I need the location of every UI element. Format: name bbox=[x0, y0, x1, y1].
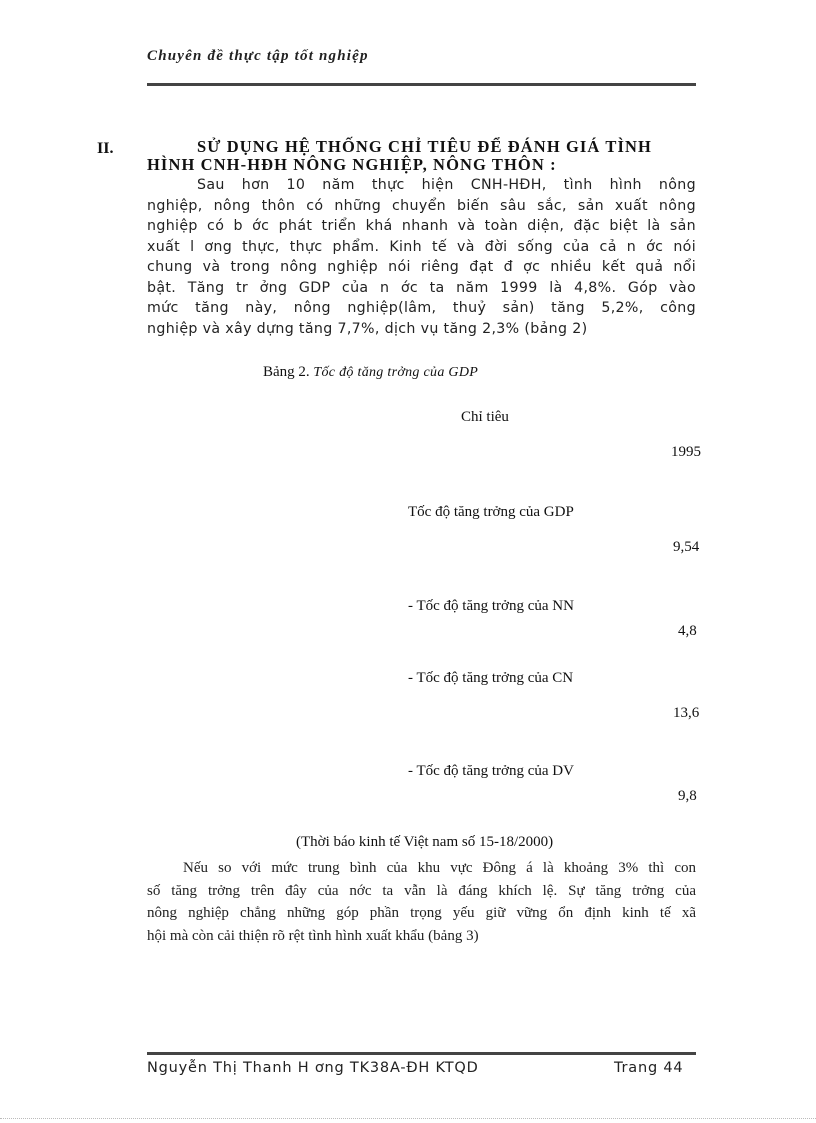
paragraph-line: Sau hơn 10 năm thực hiện CNH-HĐH, tình hình nông bbox=[197, 177, 696, 193]
section-title-line-1: SỬ DỤNG HỆ THỐNG CHỈ TIÊU ĐỂ ĐÁNH GIÁ TÌNH bbox=[197, 137, 652, 156]
paragraph-line: nghiệp và xây dựng tăng 7,7%, dịch vụ tăng 2,3% (bảng 2) bbox=[147, 320, 588, 337]
analysis-paragraph bbox=[147, 857, 696, 947]
table-caption-title: Tốc độ tăng trởng của GDP bbox=[313, 365, 479, 380]
paragraph-line: Nếu so với mức trung bình của khu vực Đông á là khoảng 3% thì con bbox=[183, 860, 696, 876]
table-source-note: (Thời báo kinh tế Việt nam số 15-18/2000) bbox=[296, 834, 554, 850]
section-number: II. bbox=[97, 140, 114, 157]
section-title-line-2: HÌNH CNH-HĐH NÔNG NGHIỆP, NÔNG THÔN : bbox=[147, 155, 557, 174]
intro-paragraph bbox=[147, 175, 696, 339]
table-row-label: - Tốc độ tăng trởng của CN bbox=[408, 670, 574, 686]
table-header-year: 1995 bbox=[671, 444, 701, 460]
table-row-value: 4,8 bbox=[678, 623, 697, 639]
paragraph-line: hội mà còn cải thiện rõ rệt tình hình xuất khẩu (bảng 3) bbox=[147, 927, 479, 944]
table-header-label: Chỉ tiêu bbox=[461, 409, 509, 425]
paragraph-line: mức tăng này, nông nghiệp(lâm, thuỷ sản) tăng 5,2%, công bbox=[147, 300, 696, 316]
paragraph-line: nông nghiệp chẳng những góp phần trọng yếu giữ vững ổn định kinh tế xã bbox=[147, 905, 696, 921]
page-edge-divider bbox=[0, 1118, 816, 1119]
paragraph-line: nghiệp, nông thôn có những chuyển biến sâu sắc, sản xuất nông bbox=[147, 197, 696, 214]
table-row-value: 9,8 bbox=[678, 788, 697, 804]
paragraph-line: xuất l ơng thực, thực phẩm. Kinh tế và đời sống của cả n ớc nói bbox=[147, 238, 696, 255]
table-row-value: 9,54 bbox=[673, 539, 700, 555]
paragraph-line: nghiệp có b ớc phát triển khá nhanh và toàn diện, đặc biệt là sản bbox=[147, 218, 696, 234]
table-caption bbox=[263, 364, 478, 381]
document-header-title: Chuyên đề thực tập tốt nghiệp bbox=[147, 48, 369, 64]
table-row-value: 13,6 bbox=[673, 705, 700, 721]
paragraph-line: bật. Tăng tr ởng GDP của n ớc ta năm 1999 là 4,8%. Góp vào bbox=[147, 279, 696, 296]
table-row-label: Tốc độ tăng trởng của GDP bbox=[408, 504, 574, 520]
footer-author: Nguyễn Thị Thanh H ơng TK38A-ĐH KTQD bbox=[147, 1060, 479, 1076]
table-row-label: - Tốc độ tăng trởng của NN bbox=[408, 598, 574, 614]
footer-rule bbox=[147, 1052, 696, 1055]
section-title bbox=[147, 138, 696, 174]
footer-page-number: Trang 44 bbox=[614, 1060, 684, 1076]
header-rule bbox=[147, 83, 696, 86]
table-row-label: - Tốc độ tăng trởng của DV bbox=[408, 763, 574, 779]
table-caption-prefix: Bảng 2. bbox=[263, 364, 310, 380]
paragraph-line: chung và trong nông nghiệp nói riêng đạt đ ợc nhiều kết quả nổi bbox=[147, 259, 696, 275]
paragraph-line: số tăng trởng trên đây của nớc ta vẫn là đáng khích lệ. Sự tăng trởng của bbox=[147, 882, 696, 899]
